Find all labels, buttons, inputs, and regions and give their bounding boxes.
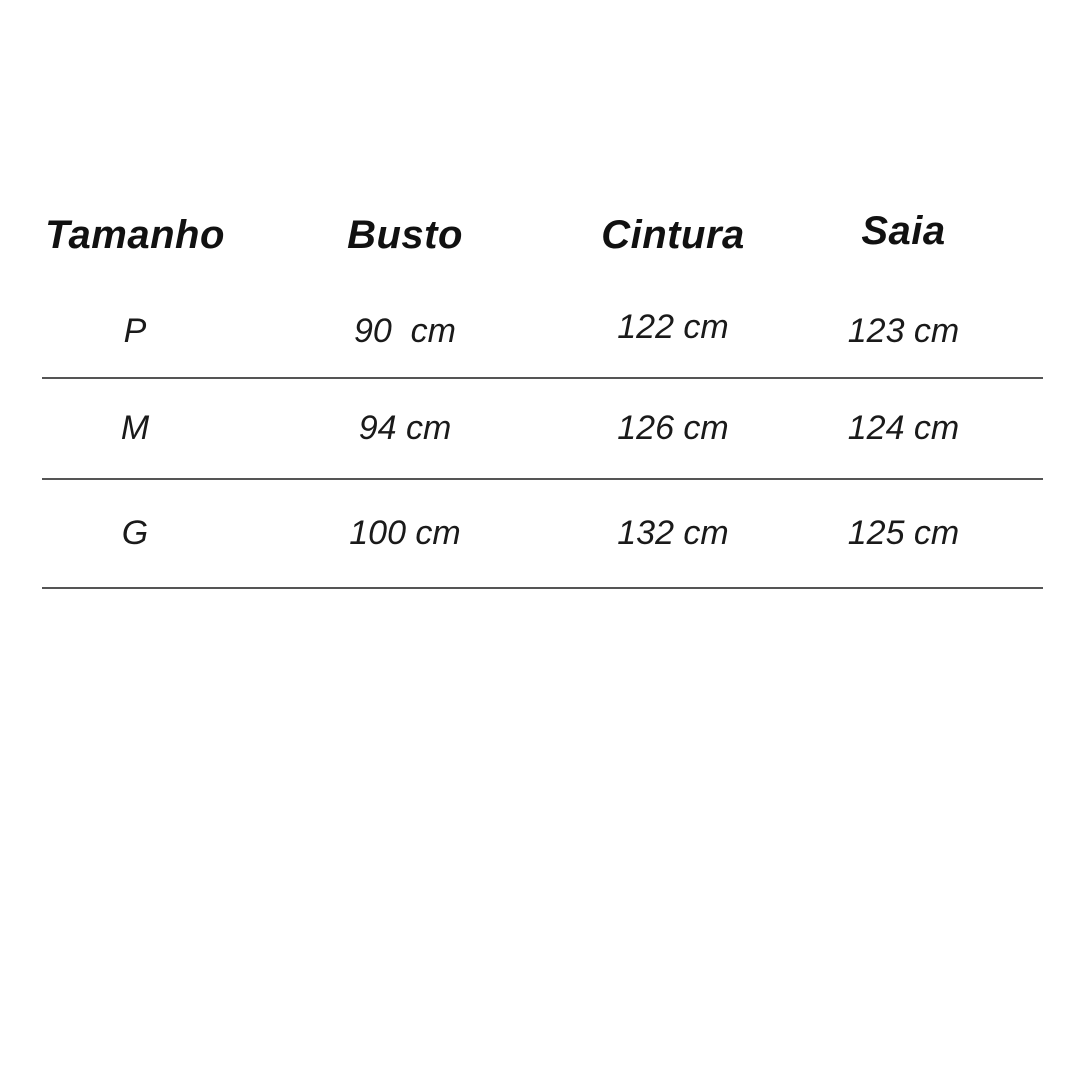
column-header-cintura: Cintura xyxy=(601,212,745,257)
size-label-cell: G xyxy=(121,514,149,552)
saia-value-cell: 124 cm xyxy=(847,409,960,447)
cintura-value-cell: 126 cm xyxy=(617,409,729,447)
table-row-size-p xyxy=(42,285,1043,379)
cintura-value-cell: 132 cm xyxy=(617,514,729,552)
size-label-cell: M xyxy=(120,409,150,447)
column-header-tamanho: Tamanho xyxy=(45,212,225,257)
size-label-cell: P xyxy=(123,311,147,350)
busto-value-cell: 100 cm xyxy=(349,514,461,552)
table-row-size-g xyxy=(42,480,1043,589)
size-chart-table xyxy=(42,185,1043,589)
table-row-size-m xyxy=(42,379,1043,480)
saia-value-cell: 123 cm xyxy=(847,311,960,350)
busto-value-cell: 90 cm xyxy=(353,311,457,350)
table-header-row xyxy=(42,185,1043,285)
busto-value-cell: 94 cm xyxy=(358,409,452,447)
column-header-saia: Saia xyxy=(861,208,946,253)
cintura-value-cell: 122 cm xyxy=(617,307,729,346)
saia-value-cell: 125 cm xyxy=(847,514,960,552)
column-header-busto: Busto xyxy=(347,212,463,257)
